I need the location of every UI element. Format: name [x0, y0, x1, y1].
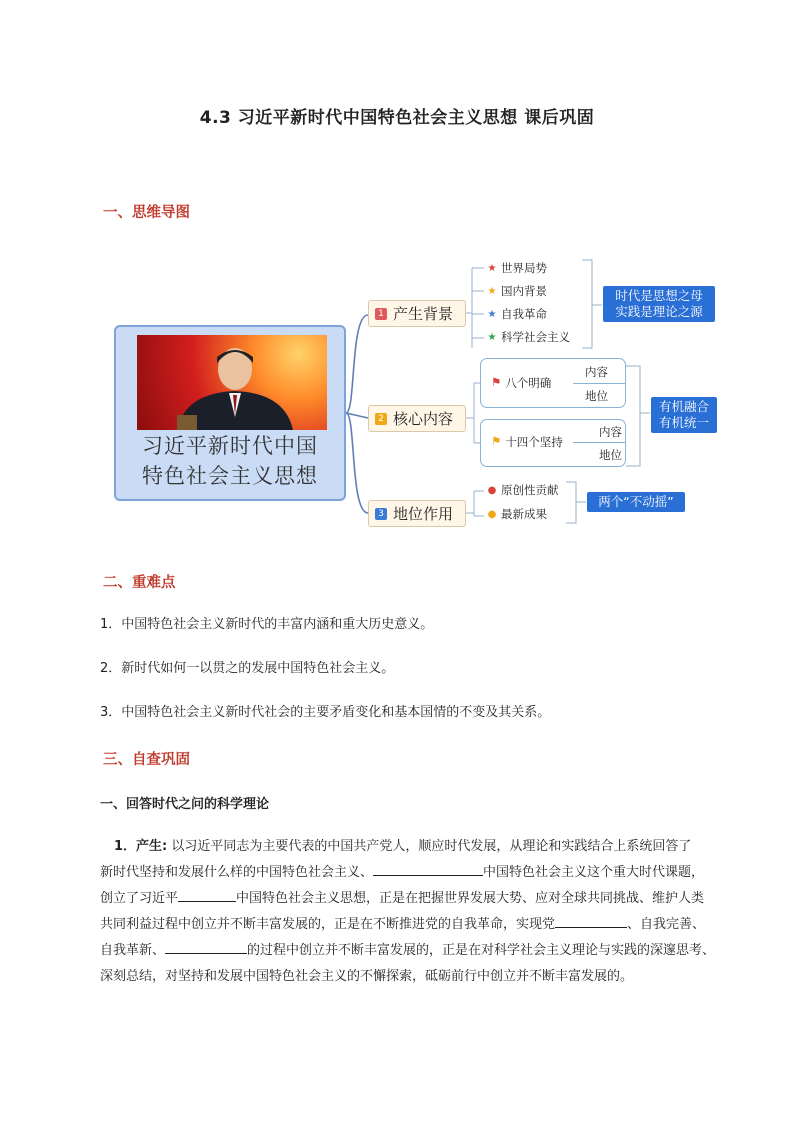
leaf-world-situation: ★ 世界局势: [487, 261, 547, 275]
fill-blank[interactable]: [373, 861, 483, 876]
center-title-line1: 习近平新时代中国: [142, 434, 318, 458]
leaf-domestic-background: ★ 国内背景: [487, 284, 547, 298]
leaf-self-revolution: ★ 自我革命: [487, 307, 547, 321]
star-icon: ★: [487, 262, 497, 274]
section-heading-selfcheck: 三、自查巩固: [103, 752, 190, 768]
person-icon: ●: [487, 508, 497, 520]
leaf-latest-achievement: ● 最新成果: [487, 507, 547, 521]
keypoint-2: 2．新时代如何一以贯之的发展中国特色社会主义。: [100, 661, 395, 676]
star-icon: ★: [487, 331, 497, 343]
divider: [573, 383, 626, 384]
group-eight-clarifications: [480, 358, 626, 408]
branch-label: 核心内容: [393, 410, 454, 428]
section-heading-mindmap: 一、思维导图: [103, 205, 190, 221]
mind-map: [110, 248, 725, 530]
keypoint-1: 1．中国特色社会主义新时代的丰富内涵和重大历史意义。: [100, 617, 434, 632]
page-title: 4.3 习近平新时代中国特色社会主义思想 课后巩固: [199, 108, 595, 128]
branch-core-content: [368, 405, 466, 432]
star-icon: ★: [487, 285, 497, 297]
branch-number-badge: 2: [375, 413, 387, 425]
branch-number-badge: 1: [375, 308, 387, 320]
keypoint-3: 3．中国特色社会主义新时代社会的主要矛盾变化和基本国情的不变及其关系。: [100, 705, 551, 720]
section-heading-keypoints: 二、重难点: [103, 575, 176, 591]
fill-blank[interactable]: [555, 913, 627, 928]
item-status: 地位: [585, 389, 608, 403]
group-label: 十四个坚持: [505, 435, 563, 449]
sub-heading: 一、回答时代之问的科学理论: [100, 797, 270, 812]
center-title-line2: 特色社会主义思想: [142, 464, 318, 488]
branch-label: 地位作用: [393, 505, 454, 523]
flag-icon: ⚑: [491, 434, 502, 448]
note-organic-unity: 有机融合 有机统一: [651, 397, 717, 433]
note-era-mother: 时代是思想之母 实践是理论之源: [603, 286, 715, 322]
item-status: 地位: [599, 448, 622, 462]
group-label: 八个明确: [505, 376, 552, 390]
paragraph-origin: 1．产生: 以习近平同志为主要代表的中国共产党人，顺应时代发展，从理论和实践结合上系统回答了 新时代坚持和发展什么样的中国特色社会主义、 中国特色社会主义这个重大时代课题， 创立了习近平 中国特色社会主义思想，正是在把握世界发展大势、应对全球共同挑战、维护人类 共同利益过程中创立并不断丰富发展的，正是在不断推进党的自我革命，实现党 、自我完善、 自我革新、 的过程中创立并不断丰富发展的，正是在对科学社会主义理论与实践的深邃思考、 深刻总结，对坚持和发展中国特色社会主义的不懈探索，砥砺前行中创立并不断丰富发展的。: [100, 839, 716, 984]
speaker-illustration: [137, 335, 327, 430]
portrait-photo: [137, 335, 327, 430]
branch-number-badge: 3: [375, 508, 387, 520]
fill-blank[interactable]: [165, 939, 247, 954]
divider: [573, 442, 626, 443]
mindmap-center-node: [114, 325, 346, 501]
branch1-leaves: [486, 258, 570, 347]
fill-blank[interactable]: [178, 887, 236, 902]
leaf-scientific-socialism: ★ 科学社会主义: [487, 330, 570, 344]
branch-status-role: [368, 500, 466, 527]
branch3-leaves: [486, 480, 559, 524]
leaf-original-contribution: ● 原创性贡献: [487, 483, 559, 497]
person-icon: ●: [487, 484, 497, 496]
note-two-unwavering: 两个“不动摇”: [587, 492, 685, 512]
branch-background: [368, 300, 466, 327]
item-content: 内容: [585, 365, 608, 379]
group-fourteen-adherences: [480, 419, 626, 467]
item-content: 内容: [599, 425, 622, 439]
branch-label: 产生背景: [393, 305, 454, 323]
star-icon: ★: [487, 308, 497, 320]
flag-icon: ⚑: [491, 375, 502, 389]
